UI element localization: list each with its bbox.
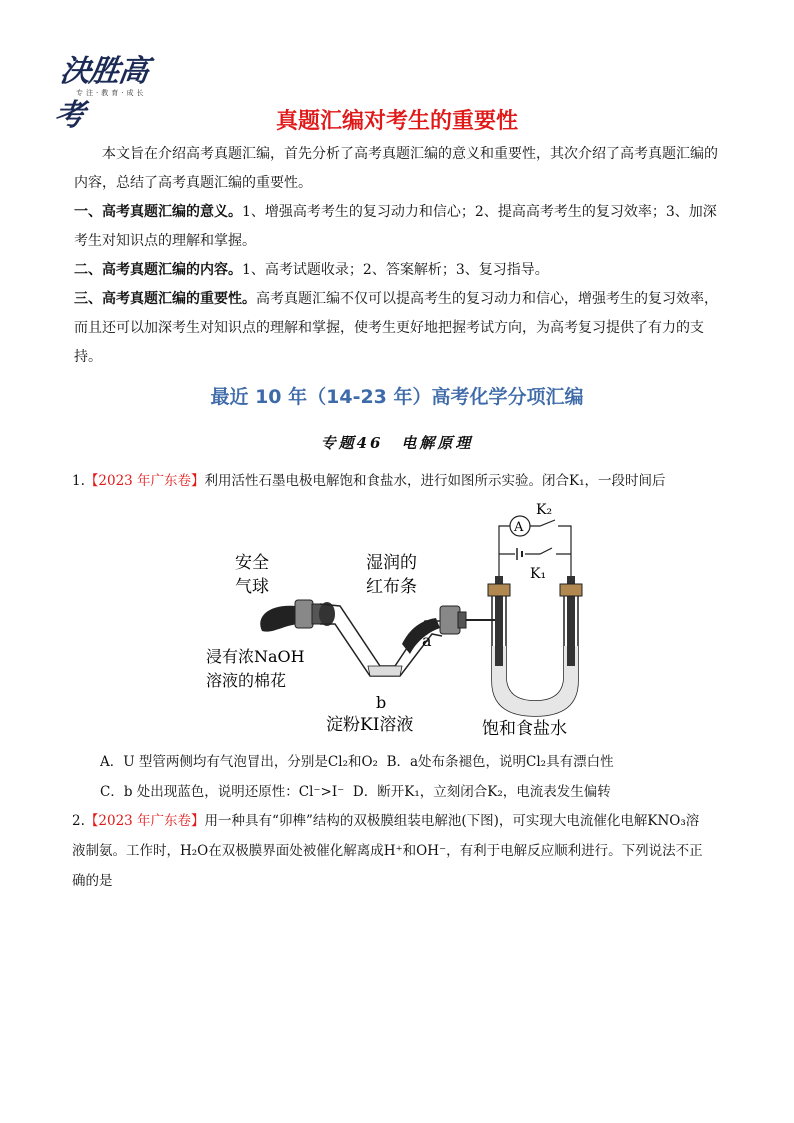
section-2-heading: 二、高考真题汇编的内容。: [74, 262, 242, 278]
question-2-stem: 用一种具有“卯榫”结构的双极膜组装电解池(下图)，可实现大电流催化电解KNO₃溶液制氨。工作时，H₂O在双极膜界面处被催化解离成H⁺和OH⁻，有利于电解反应顺利进行。下列说法不正确的是: [72, 813, 703, 889]
balloon-label-2: 气球: [235, 577, 269, 597]
cloth-label-2: 红布条: [366, 577, 417, 597]
section-1-heading: 一、高考真题汇编的意义。: [74, 204, 242, 220]
question-1-number: 1.: [72, 473, 85, 489]
section-3-heading: 三、高考真题汇编的重要性。: [74, 291, 256, 307]
logo: [51, 46, 168, 133]
option-b: B．a处布条褪色，说明Cl₂具有漂白性: [386, 754, 614, 770]
left-stopper: [295, 600, 313, 628]
k1-label: K₁: [530, 566, 547, 582]
cotton-label-1: 浸有浓NaOH: [206, 647, 305, 666]
left-cap: [488, 584, 510, 596]
question-1-option-row-1: [100, 750, 614, 770]
intro-paragraph: 本文旨在介绍高考真题汇编，首先分析了高考真题汇编的意义和重要性，其次介绍了高考真题汇编的内容，总结了高考真题汇编的重要性。: [74, 146, 718, 191]
section-1: [74, 198, 724, 256]
option-c: C．b 处出现蓝色，说明还原性：Cl⁻>I⁻: [100, 784, 345, 800]
question-2: [72, 806, 712, 896]
question-1-source-tag: 【2023 年广东卷】: [84, 473, 205, 489]
right-stopper-core: [458, 612, 466, 628]
section-3: [74, 285, 724, 372]
section-1-body: 1、增强高考考生的复习动力和信心；2、提高高考考生的复习效率；3、加深考生对知识点的理解和掌握。: [74, 204, 717, 249]
ki-solution: [368, 666, 402, 676]
cotton-label-2: 溶液的棉花: [206, 671, 287, 690]
ammeter-label: A: [514, 520, 524, 535]
question-1-stem: 利用活性石墨电极电解饱和食盐水，进行如图所示实验。闭合K₁，一段时间后: [204, 473, 666, 489]
option-a: A．U 型管两侧均有气泡冒出，分别是Cl₂和O₂: [100, 754, 378, 770]
brine-fill: [492, 646, 578, 716]
balloon-label-1: 安全: [235, 553, 269, 573]
k2-label: K₂: [536, 502, 553, 518]
section-2: [74, 256, 724, 285]
collection-subtitle: 最近 10 年（14-23 年）高考化学分项汇编: [210, 386, 584, 408]
question-1-option-row-2: [100, 780, 611, 800]
point-b-label: b: [376, 693, 387, 712]
logo-subtext: 专注·教育·成长: [76, 89, 147, 97]
logo-text: 決胜高考: [51, 54, 151, 133]
question-2-source-tag: 【2023 年广东卷】: [84, 813, 205, 829]
option-d: D．断开K₁，立刻闭合K₂，电流表发生偏转: [352, 784, 611, 800]
section-3-body: 高考真题汇编不仅可以提高考生的复习动力和信心，增强考生的复习效率，而且还可以加深考生对知识点的理解和掌握，使考生更好地把握考试方向，为高考复习提供了有力的支持。: [74, 291, 718, 365]
point-a-label: a: [422, 631, 432, 650]
cloth-label-1: 湿润的: [366, 553, 417, 573]
safety-balloon: [260, 606, 298, 632]
page-title: 真题汇编对考生的重要性: [275, 109, 518, 134]
question-2-number: 2.: [72, 813, 85, 829]
right-stopper: [440, 606, 460, 634]
section-2-body: 1、高考试题收录；2、答案解析；3、复习指导。: [242, 262, 549, 278]
ki-label: 淀粉KI溶液: [326, 715, 414, 735]
electrolysis-apparatus-figure: [200, 496, 600, 741]
question-1: [72, 466, 732, 496]
right-cap: [560, 584, 582, 596]
salt-label: 饱和食盐水: [482, 719, 567, 739]
topic-heading: 专题46 电解原理: [320, 434, 474, 452]
